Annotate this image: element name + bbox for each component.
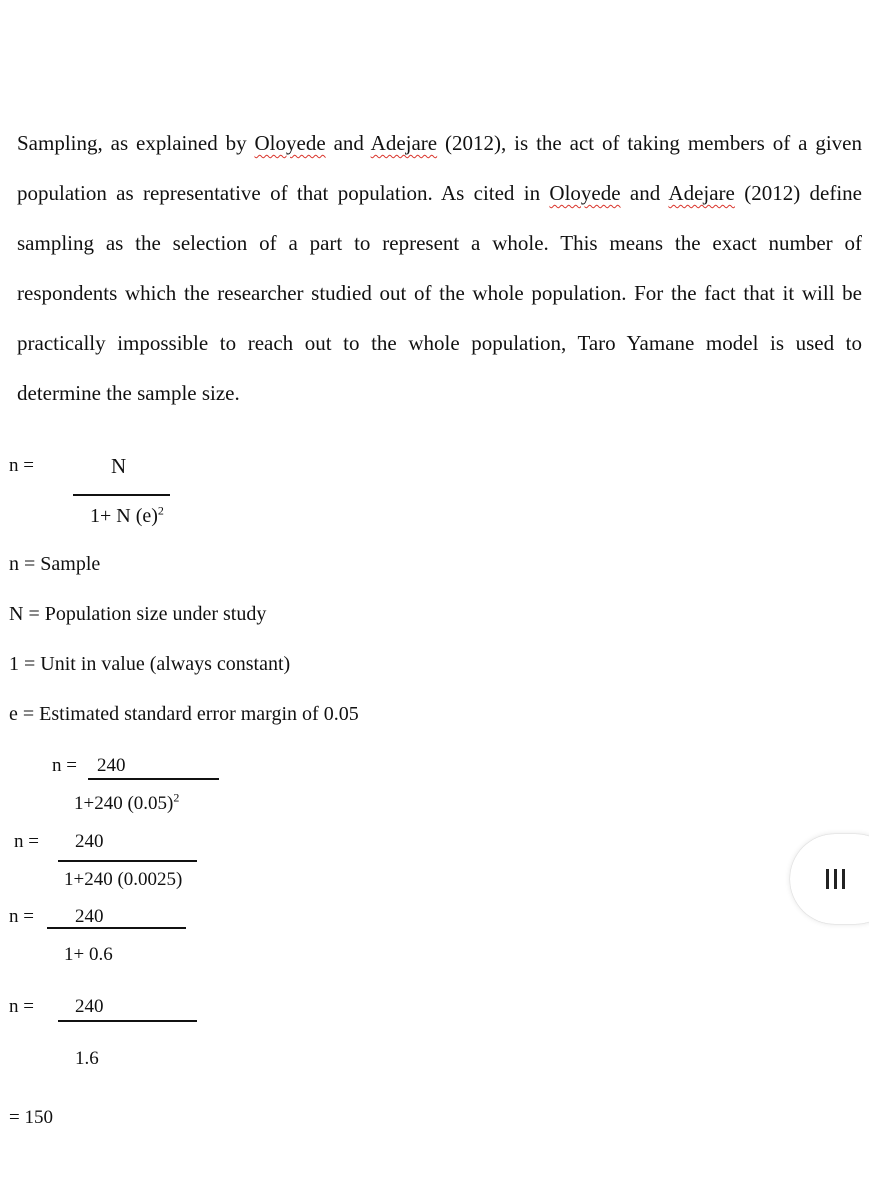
paragraph-text: Sampling, as explained by <box>17 131 255 155</box>
formula-lhs: n = <box>9 455 34 476</box>
definition-item: e = Estimated standard error margin of 0.05 <box>9 703 359 725</box>
formula-denominator-text: 1+ N (e) <box>90 505 158 527</box>
fraction-bar <box>73 494 170 496</box>
formula-numerator: N <box>111 454 127 478</box>
citation-adejare: Adejare <box>668 181 735 205</box>
fraction-bar <box>58 860 197 862</box>
intro-paragraph <box>17 118 862 418</box>
definition-item: N = Population size under study <box>9 603 267 625</box>
step-denominator <box>74 790 180 815</box>
menu-button[interactable] <box>790 834 869 924</box>
step-numerator: 240 <box>75 831 104 852</box>
formula-exponent: 2 <box>157 503 164 518</box>
step-numerator: 240 <box>97 755 126 776</box>
citation-adejare: Adejare <box>370 131 438 155</box>
step-denominator: 1.6 <box>75 1048 99 1069</box>
citation-oloyede: Oloyede <box>549 181 621 205</box>
step-numerator: 240 <box>75 906 104 927</box>
result-value: = 150 <box>9 1107 53 1128</box>
fraction-bar <box>47 927 186 929</box>
fraction-bar <box>58 1020 197 1022</box>
step-lhs: n = <box>9 906 34 927</box>
step-lhs: n = <box>14 831 39 852</box>
step-lhs: n = <box>9 996 34 1017</box>
definition-item: n = Sample <box>9 553 101 575</box>
menu-icon <box>826 869 846 889</box>
citation-oloyede: Oloyede <box>254 131 326 155</box>
fraction-bar <box>88 778 219 780</box>
step-lhs: n = <box>52 755 77 776</box>
paragraph-text: and <box>620 181 669 205</box>
step-denominator: 1+ 0.6 <box>64 944 113 965</box>
definition-item: 1 = Unit in value (always constant) <box>9 653 291 675</box>
paragraph-text: (2012), is the act of taking members of a given population as representative of that population. As cited in <box>17 131 862 205</box>
paragraph-text: and <box>325 131 371 155</box>
step-numerator: 240 <box>75 996 104 1017</box>
step-denominator: 1+240 (0.0025) <box>64 869 183 890</box>
step-denominator-text: 1+240 (0.05) <box>74 793 174 814</box>
formula-denominator <box>90 505 164 528</box>
step-exponent: 2 <box>173 790 180 805</box>
paragraph-text: (2012) define sampling as the selection of a part to represent a whole. This means the exact number of respondents which the researcher studied out of the whole population. For the fact that it will be practically impossible to reach out to the whole population, Taro Yamane model is used to determine the sample size. <box>17 181 862 405</box>
